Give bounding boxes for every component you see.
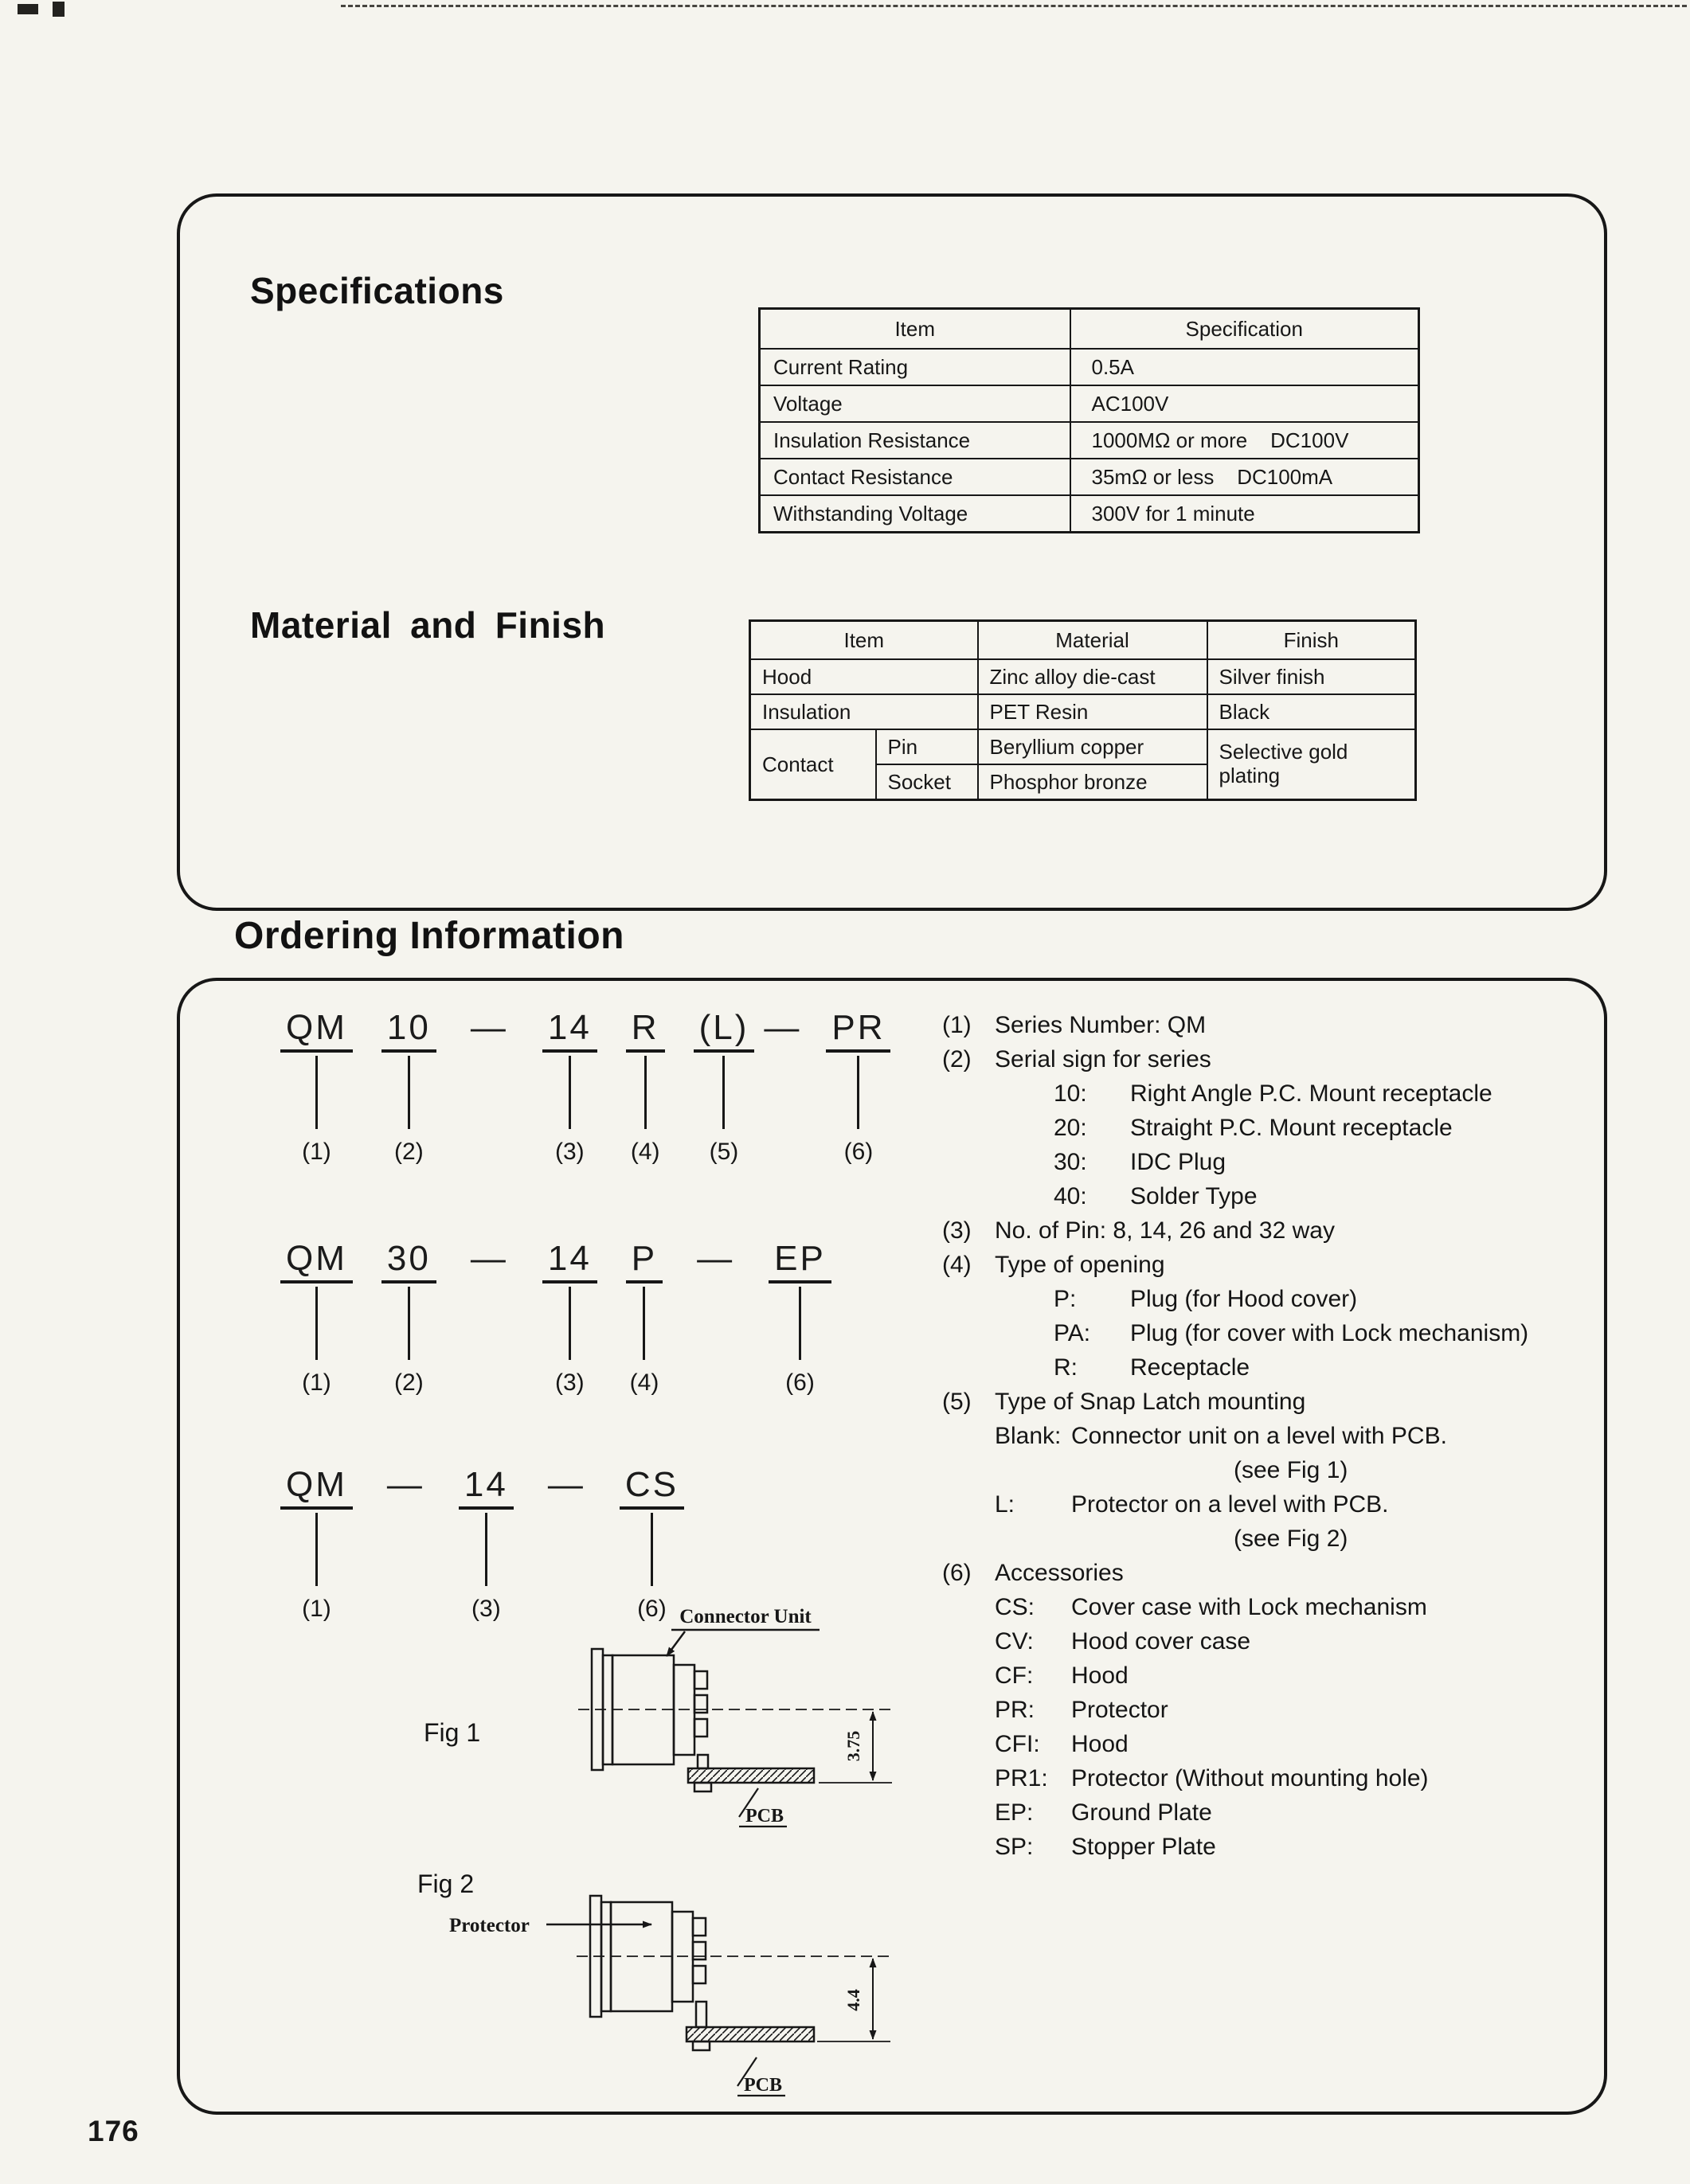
code-segment xyxy=(280,1239,353,1397)
pcb-label: PCB xyxy=(745,1806,784,1827)
code-segment-top xyxy=(280,1239,353,1283)
note-sub-text: Hood cover case xyxy=(1071,1628,1251,1655)
code-segment xyxy=(280,1465,353,1623)
finish-cell: Black xyxy=(1207,694,1416,729)
code-leader-line xyxy=(569,1287,571,1360)
code-segment-text: 14 xyxy=(542,1239,597,1283)
note-sub-text: Protector xyxy=(1071,1697,1168,1723)
material-finish-table xyxy=(749,619,1417,801)
code-leader-line xyxy=(485,1513,487,1586)
code-position-label: (1) xyxy=(302,1139,331,1166)
code-segment-text: PR xyxy=(826,1008,890,1053)
code-segment-text: QM xyxy=(280,1239,353,1283)
code-position-label: (6) xyxy=(637,1596,667,1623)
note-sub-text: Straight P.C. Mount receptacle xyxy=(1130,1115,1453,1141)
note-number: (5) xyxy=(942,1389,972,1415)
note-sub-key: PR1: xyxy=(995,1765,1048,1791)
code-position-label: (6) xyxy=(785,1369,815,1397)
pcb-bar xyxy=(688,1768,814,1783)
note-sub-text: Hood xyxy=(1071,1731,1129,1757)
note-sub-key: EP: xyxy=(995,1799,1034,1826)
connector-unit-callout-label: Connector Unit xyxy=(679,1606,812,1627)
code-segment xyxy=(626,1239,663,1397)
column-header: Item xyxy=(760,309,1070,350)
code-segment-top xyxy=(280,1465,353,1510)
material-cell: Phosphor bronze xyxy=(978,764,1207,800)
code-leader-line xyxy=(799,1287,801,1360)
code-position-label: (1) xyxy=(302,1369,331,1397)
note-sub-text: Solder Type xyxy=(1130,1183,1258,1209)
note-number: (2) xyxy=(942,1046,972,1072)
note-sub-text: Connector unit on a level with PCB. xyxy=(1071,1423,1447,1449)
code-segment-top xyxy=(465,1008,514,1049)
note-sub-item xyxy=(995,1419,1600,1453)
note-sub-key: CV: xyxy=(995,1628,1034,1655)
code-position-label: (6) xyxy=(843,1139,874,1166)
code-segment-top xyxy=(459,1465,514,1510)
note-sub-key: L: xyxy=(995,1491,1015,1518)
note-text: Serial sign for series xyxy=(995,1046,1211,1072)
ordering-notes xyxy=(942,1008,1600,1864)
code-segment-top xyxy=(280,1008,353,1053)
note-number: (1) xyxy=(942,1012,972,1038)
spec-value-cell: 0.5A xyxy=(1070,349,1419,385)
spec-item-cell: Current Rating xyxy=(760,349,1070,385)
code-segment-text: — xyxy=(470,1008,508,1047)
code-segment-text: — xyxy=(547,1465,585,1504)
note-text: Series Number: QM xyxy=(995,1012,1207,1038)
code-position-label: (4) xyxy=(629,1369,659,1397)
note-number: (6) xyxy=(942,1560,972,1586)
code-leader-line xyxy=(569,1056,571,1129)
note-sub-key: PA: xyxy=(1054,1320,1091,1346)
note-head xyxy=(942,1385,1600,1419)
ordering-note xyxy=(942,1213,1600,1248)
code-segment-text: 30 xyxy=(381,1239,436,1283)
spec-value-cell: AC100V xyxy=(1070,385,1419,422)
note-sub-text: Right Angle P.C. Mount receptacle xyxy=(1130,1080,1492,1107)
code-segment-text: QM xyxy=(280,1008,353,1053)
table-row xyxy=(750,694,1416,729)
spec-table-body xyxy=(760,349,1419,533)
note-sub-item xyxy=(1054,1350,1600,1385)
note-sub-item xyxy=(1054,1111,1600,1145)
code-leader-line xyxy=(315,1056,318,1129)
pcb-bar xyxy=(687,2027,814,2041)
note-fig-ref: (see Fig 1) xyxy=(1234,1457,1348,1483)
code-segment-top xyxy=(542,1239,597,1283)
code-segment-top xyxy=(769,1239,831,1283)
note-sub-key: R: xyxy=(1054,1354,1078,1381)
code-separator xyxy=(465,1008,514,1049)
code-leader-line xyxy=(408,1287,410,1360)
finish-cell: Silver finish xyxy=(1207,659,1416,694)
code-segment-top xyxy=(620,1465,684,1510)
note-sub-key: P: xyxy=(1054,1286,1077,1312)
note-sub-text: Protector (Without mounting hole) xyxy=(1071,1765,1429,1791)
code-segment xyxy=(381,1008,436,1166)
note-sub-item xyxy=(1054,1076,1600,1111)
note-sub-key: SP: xyxy=(995,1834,1034,1860)
code-segment xyxy=(459,1465,514,1623)
code-segment-text: — xyxy=(470,1239,508,1278)
scan-artifact-dashed-line xyxy=(341,5,1687,7)
spec-table-row xyxy=(760,495,1419,533)
code-segment xyxy=(694,1008,802,1166)
code-segment-text: — xyxy=(697,1239,735,1278)
ordering-note xyxy=(942,1556,1600,1864)
code-leader-line xyxy=(722,1056,725,1129)
code-leader-line xyxy=(408,1056,410,1129)
table-row xyxy=(750,729,1416,764)
scan-artifact-mark xyxy=(18,4,38,14)
code-leader-line xyxy=(857,1056,859,1129)
spec-value-cell: 1000MΩ or more DC100V xyxy=(1070,422,1419,459)
page-number: 176 xyxy=(88,2115,139,2147)
code-segment xyxy=(280,1008,353,1166)
note-text: Accessories xyxy=(995,1560,1124,1586)
note-sub-item xyxy=(1054,1145,1600,1179)
note-sub-key: 40: xyxy=(1054,1183,1087,1209)
note-sub-item xyxy=(995,1659,1600,1693)
scan-artifact-mark xyxy=(53,2,65,17)
note-sub-item xyxy=(1054,1179,1600,1213)
part-number-diagram-1 xyxy=(280,1008,919,1166)
protector-callout-label: Protector xyxy=(449,1915,530,1936)
note-sub-item xyxy=(995,1693,1600,1727)
pcb-label: PCB xyxy=(744,2075,782,2096)
sub-item-cell: Pin xyxy=(876,729,978,764)
dimension-value: 3.75 xyxy=(843,1730,863,1762)
spec-table-row xyxy=(760,385,1419,422)
code-segment-text: — xyxy=(386,1465,424,1504)
material-cell: Zinc alloy die-cast xyxy=(978,659,1207,694)
note-head xyxy=(942,1248,1600,1282)
code-position-label: (5) xyxy=(709,1139,739,1166)
code-segment-text: R xyxy=(626,1008,665,1053)
finish-cell: Selective gold plating xyxy=(1207,729,1416,800)
table-header-row xyxy=(760,309,1419,350)
code-segment-top xyxy=(542,1008,597,1053)
code-segment-top xyxy=(381,1465,430,1506)
ordering-note xyxy=(942,1385,1600,1556)
table-row xyxy=(750,659,1416,694)
code-segment-top xyxy=(626,1008,665,1053)
code-segment xyxy=(542,1008,597,1166)
code-segment-top xyxy=(542,1465,591,1506)
part-number-diagram-3 xyxy=(280,1465,713,1623)
note-head xyxy=(942,1213,1600,1248)
code-position-label: (1) xyxy=(302,1596,331,1623)
note-sub-text: Plug (for cover with Lock mechanism) xyxy=(1130,1320,1529,1346)
note-sub-text: Hood xyxy=(1071,1662,1129,1689)
code-separator xyxy=(542,1465,591,1506)
code-separator: — xyxy=(764,1008,802,1047)
code-segment-text: 14 xyxy=(459,1465,514,1510)
code-leader-line xyxy=(315,1513,318,1586)
code-segment-top xyxy=(465,1239,514,1280)
code-segment-text: EP xyxy=(769,1239,831,1283)
table-header-row xyxy=(750,621,1416,660)
note-sub-key: CF: xyxy=(995,1662,1034,1689)
ordering-note xyxy=(942,1042,1600,1213)
note-number: (3) xyxy=(942,1217,972,1244)
item-cell: Hood xyxy=(750,659,978,694)
code-segment-top xyxy=(381,1008,436,1053)
fig1-drawing xyxy=(548,1605,922,1836)
code-segment-text: CS xyxy=(620,1465,684,1510)
code-leader-line xyxy=(644,1056,647,1129)
note-head xyxy=(942,1556,1600,1590)
code-segment xyxy=(542,1239,597,1397)
column-header: Material xyxy=(978,621,1207,660)
code-segment xyxy=(620,1465,684,1623)
note-sub-item xyxy=(995,1590,1600,1624)
fig1-caption: Fig 1 xyxy=(424,1718,481,1747)
dimension-value: 4.4 xyxy=(843,1989,863,2011)
fig2-caption: Fig 2 xyxy=(417,1869,475,1898)
note-sub-text: Protector on a level with PCB. xyxy=(1071,1491,1389,1518)
note-sub-key: Blank: xyxy=(995,1423,1062,1449)
note-sub-item xyxy=(995,1727,1600,1761)
code-leader-line xyxy=(315,1287,318,1360)
code-position-label: (3) xyxy=(554,1139,585,1166)
specifications-table xyxy=(758,307,1420,533)
code-segment-top xyxy=(626,1239,663,1283)
note-sub-key: 10: xyxy=(1054,1080,1087,1107)
note-sub-text: IDC Plug xyxy=(1130,1149,1226,1175)
code-segment-text: (L) xyxy=(694,1008,755,1053)
code-position-label: (3) xyxy=(471,1596,501,1623)
code-separator xyxy=(381,1465,430,1506)
item-cell: Insulation xyxy=(750,694,978,729)
code-position-label: (2) xyxy=(394,1369,424,1397)
note-sub-item xyxy=(995,1487,1600,1522)
note-text: Type of Snap Latch mounting xyxy=(995,1389,1306,1415)
code-segment-text: QM xyxy=(280,1465,353,1510)
note-sub-key: 20: xyxy=(1054,1115,1087,1141)
note-sub-item xyxy=(995,1761,1600,1795)
spec-item-cell: Contact Resistance xyxy=(760,459,1070,495)
code-separator xyxy=(691,1239,740,1280)
code-segment-top xyxy=(694,1008,802,1053)
note-fig-ref: (see Fig 2) xyxy=(1234,1526,1348,1552)
code-position-label: (2) xyxy=(394,1139,424,1166)
column-header: Finish xyxy=(1207,621,1416,660)
callout-arrow xyxy=(667,1630,820,1656)
ordering-note xyxy=(942,1008,1600,1042)
note-head xyxy=(942,1008,1600,1042)
note-sub-item xyxy=(995,1830,1600,1864)
note-sub-text: Stopper Plate xyxy=(1071,1834,1216,1860)
code-separator xyxy=(465,1239,514,1280)
note-sub-list xyxy=(995,1419,1600,1556)
part-number-diagram-2 xyxy=(280,1239,860,1397)
code-segment-text: 14 xyxy=(542,1008,597,1053)
code-segment-top xyxy=(381,1239,436,1283)
note-sub-item xyxy=(1054,1316,1600,1350)
code-position-label: (4) xyxy=(630,1139,660,1166)
item-cell: Contact xyxy=(750,729,876,800)
note-sub-list xyxy=(1054,1282,1600,1385)
code-segment xyxy=(826,1008,890,1166)
material-cell: Beryllium copper xyxy=(978,729,1207,764)
code-segment-top xyxy=(691,1239,740,1280)
note-sub-text: Plug (for Hood cover) xyxy=(1130,1286,1358,1312)
note-sub-text: Receptacle xyxy=(1130,1354,1250,1381)
spec-item-cell: Withstanding Voltage xyxy=(760,495,1070,533)
spec-value-cell: 35mΩ or less DC100mA xyxy=(1070,459,1419,495)
ordering-note xyxy=(942,1248,1600,1385)
code-segment xyxy=(626,1008,665,1166)
note-sub-item xyxy=(995,1624,1600,1659)
code-segment xyxy=(381,1239,436,1397)
note-sub-list xyxy=(1054,1076,1600,1213)
code-position-label: (3) xyxy=(554,1369,585,1397)
material-cell: PET Resin xyxy=(978,694,1207,729)
note-sub-item xyxy=(1054,1282,1600,1316)
column-header: Specification xyxy=(1070,309,1419,350)
spec-value-cell: 300V for 1 minute xyxy=(1070,495,1419,533)
note-sub-key: 30: xyxy=(1054,1149,1087,1175)
spec-item-cell: Insulation Resistance xyxy=(760,422,1070,459)
spec-table-row xyxy=(760,459,1419,495)
fig2-drawing xyxy=(443,1876,921,2107)
note-sub-text: Ground Plate xyxy=(1071,1799,1212,1826)
code-leader-line xyxy=(643,1287,645,1360)
code-segment-text: 10 xyxy=(381,1008,436,1053)
note-number: (4) xyxy=(942,1252,972,1278)
spec-table-row xyxy=(760,422,1419,459)
note-sub-text: Cover case with Lock mechanism xyxy=(1071,1594,1427,1620)
material-finish-title: Material and Finish xyxy=(250,604,606,646)
specifications-title: Specifications xyxy=(250,270,504,311)
code-leader-line xyxy=(651,1513,653,1586)
note-text: No. of Pin: 8, 14, 26 and 32 way xyxy=(995,1217,1335,1244)
code-segment xyxy=(769,1239,831,1397)
column-header: Item xyxy=(750,621,978,660)
note-sub-key: PR: xyxy=(995,1697,1035,1723)
note-head xyxy=(942,1042,1600,1076)
note-sub-list xyxy=(995,1590,1600,1864)
code-segment-top xyxy=(826,1008,890,1053)
ordering-information-title: Ordering Information xyxy=(234,915,624,957)
note-sub-key: CFI: xyxy=(995,1731,1040,1757)
note-text: Type of opening xyxy=(995,1252,1165,1278)
code-segment-text: P xyxy=(626,1239,663,1283)
sub-item-cell: Socket xyxy=(876,764,978,800)
note-sub-key: CS: xyxy=(995,1594,1035,1620)
spec-table-row xyxy=(760,349,1419,385)
note-sub-item xyxy=(995,1795,1600,1830)
spec-item-cell: Voltage xyxy=(760,385,1070,422)
